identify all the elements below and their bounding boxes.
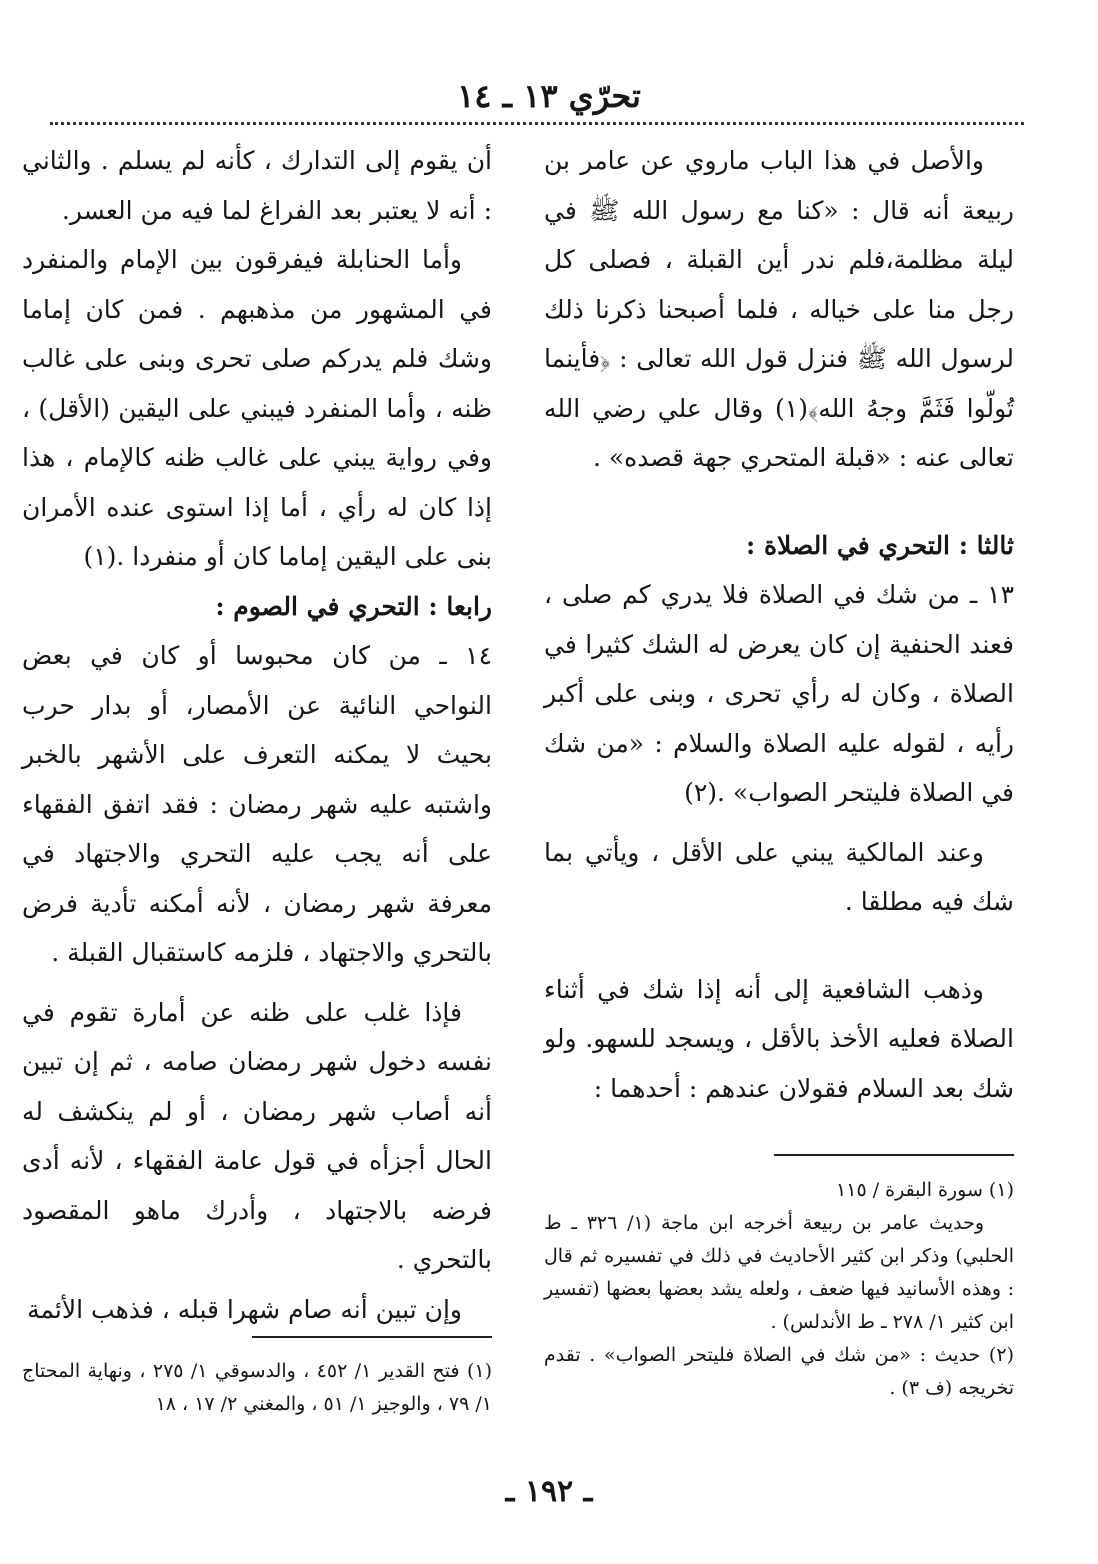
footnotes-left — [22, 1355, 492, 1421]
paragraph-origin-qibla: والأصل في هذا الباب ماروي عن عامر بن ربيعة أنه قال : «كنا مع رسول الله ﷺ في ليلة مظلمة،فلم ندر أين القبلة ، فصلى كل رجل منا على خياله ، فلما أصبحنا ذكرنا ذلك لرسول الله ﷺ فنزل قول الله تعالى : ﴿فأينما تُولّوا فَثَمَّ وجهُ الله﴾(١) وقال علي رضي الله تعالى عنه : «قبلة المتحري جهة قصده» . — [544, 146, 1015, 472]
paragraph-hanbali: وأما الحنابلة فيفرقون بين الإمام والمنفرد في المشهور من مذهبهم . فمن كان إماما وشك فلم يدركم صلى تحرى وبنى على غالب ظنه ، وأما المنفرد فيبني على اليقين (الأقل) ، وفي رواية يبني على غالب ظنه كالإمام ، هذا إذا كان له رأي ، أما إذا استوى عنده الأمران بنى على اليقين إماما كان أو منفردا .(١) — [22, 245, 492, 571]
paragraph-14-fasting: ١٤ ـ من كان محبوسا أو كان في بعض النواحي النائية عن الأمصار، أو بدار حرب بحيث لا يمكنه التعرف على الأشهر بالخبر واشتبه عليه شهر رمضان : فقد اتفق الفقهاء على أنه يجب عليه التحري والاجتهاد في معرفة شهر رمضان ، لأنه أمكنه تأدية فرض بالتحري والاجتهاد ، فلزمه كاستقبال القبلة . — [22, 641, 492, 967]
page-number: ـ ١٩٢ ـ — [505, 1474, 593, 1509]
header-dotted-rule — [50, 122, 1024, 125]
left-column — [22, 136, 492, 1334]
footnote-1-right: (١) سورة البقرة / ١١٥ — [836, 1179, 1014, 1201]
paragraph-shafii-continued: أن يقوم إلى التدارك ، كأنه لم يسلم . والثاني : أنه لا يعتبر بعد الفراغ لما فيه من العسر. — [22, 146, 492, 225]
paragraph-fasting-conclusion: فإذا غلب على ظنه عن أمارة تقوم في نفسه دخول شهر رمضان صامه ، ثم إن تبين أنه أصاب شهر رمضان ، أو لم ينكشف له الحال أجزأه في قول عامة الفقهاء ، لأنه أدى فرضه بالاجتهاد ، وأدرك ماهو المقصود بالتحري . — [22, 997, 492, 1274]
section-heading-prayer: ثالثا : التحري في الصلاة : — [746, 530, 1014, 560]
footnote-separator-left — [252, 1336, 492, 1338]
footnote-2-right: (٢) حديث : «من شك في الصلاة فليتحر الصواب» . تقدم تخريجه (ف ٣) . — [544, 1344, 1014, 1399]
section-heading-fasting: رابعا : التحري في الصوم : — [215, 591, 492, 621]
footnote-separator-right — [774, 1154, 1014, 1156]
paragraph-13-hanafi: ١٣ ـ من شك في الصلاة فلا يدري كم صلى ، فعند الحنفية إن كان يعرض له الشك كثيرا في الصلاة ، وكان له رأي تحرى ، وبنى على أكبر رأيه ، لقوله عليه الصلاة والسلام : «من شك في الصلاة فليتحر الصواب» .(٢) — [544, 580, 1014, 807]
paragraph-maliki: وعند المالكية يبني على الأقل ، ويأتي بما شك فيه مطلقا . — [544, 837, 1014, 916]
footnote-1b-right: وحديث عامر بن ربيعة أخرجه ابن ماجة (١/ ٣٢٦ ـ ط الحلبي) وذكر ابن كثير الأحاديث في ذلك في تفسيره ثم قال : وهذه الأسانيد فيها ضعف ، ولعله يشد بعضها بعضها (تفسير ابن كثير ١/ ٢٧٨ ـ ط الأندلس) . — [544, 1212, 1014, 1333]
paragraph-fasting-earlier-month: وإن تبين أنه صام شهرا قبله ، فذهب الأئمة — [27, 1294, 462, 1324]
footnote-1-left: (١) فتح القدير ١/ ٤٥٢ ، والدسوقي ١/ ٢٧٥ ، ونهاية المحتاج ١/ ٧٩ ، والوجيز ١/ ٥١ ، والمغني ٢/ ١٧ ، ١٨ — [22, 1360, 493, 1415]
paragraph-shafii: وذهب الشافعية إلى أنه إذا شك في أثناء الصلاة فعليه الأخذ بالأقل ، ويسجد للسهو. ولو شك بعد السلام فقولان عندهم : أحدهما : — [544, 974, 1014, 1103]
footnotes-right — [544, 1174, 1014, 1405]
right-column — [544, 136, 1014, 1113]
page-header-title: تحرّي ١٣ ـ ١٤ — [457, 77, 641, 115]
